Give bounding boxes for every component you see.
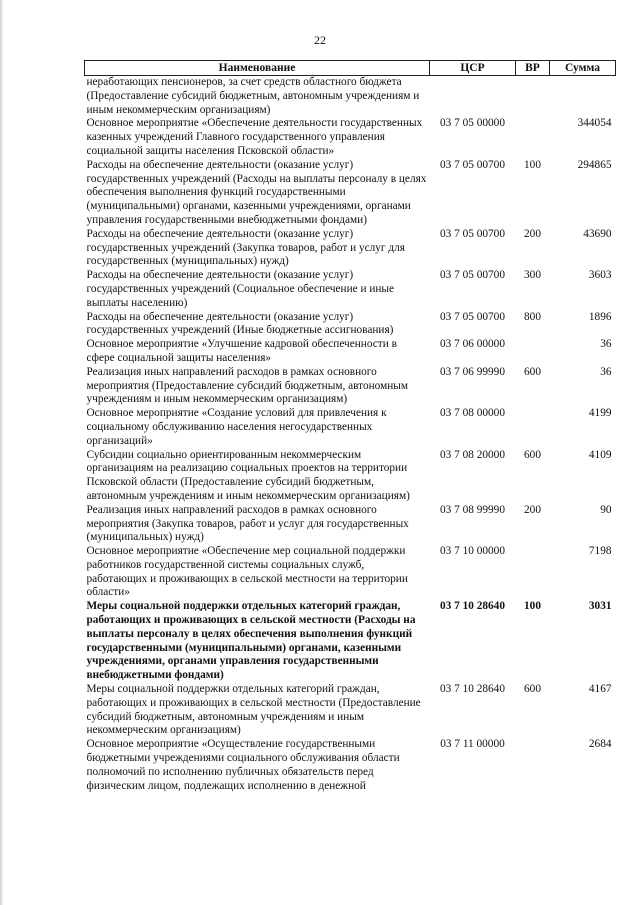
- cell-vr: [516, 76, 550, 118]
- cell-vr: 200: [524, 503, 541, 516]
- header-sum: Сумма: [550, 61, 616, 76]
- table-row: [85, 545, 616, 600]
- cell-sum: 3031: [588, 600, 612, 613]
- cell-name: Расходы на обеспечение деятельности (оказание услуг) государственных учреждений (Социальное обеспечение и иные выплаты населению): [86, 269, 395, 309]
- table-row: [85, 407, 616, 448]
- table-row: [85, 269, 616, 310]
- cell-vr: 200: [524, 227, 541, 240]
- header-name: Наименование: [85, 61, 430, 76]
- cell-name: Основное мероприятие «Обеспечение деятельности государственных казенных учреждений Главного государственного управления социальной защиты населения Псковской области»: [86, 117, 423, 157]
- cell-name: Основное мероприятие «Улучшение кадровой обеспеченности в сфере социальной защиты населения»: [86, 338, 397, 364]
- cell-sum: 36: [600, 365, 612, 378]
- cell-csr: 03 7 05 00700: [440, 158, 505, 171]
- cell-name: Основное мероприятие «Осуществление государственными бюджетными учреждениями социального обслуживания области полномочий по исполнению публичных обязательств перед физическим лицом, подлежащих исполнению в денежной: [86, 738, 400, 792]
- cell-name: Субсидии социально ориентированным некоммерческим организациям на реализацию социальных проектов на территории Псковской области (Предоставление субсидий бюджетным, автономным учреждениям и иным некоммерческим организациям): [86, 448, 410, 502]
- cell-vr: 600: [524, 448, 541, 461]
- cell-name: неработающих пенсионеров, за счет средств областного бюджета (Предоставление субсидий бюджетным, автономным учреждениям и иным некоммерческим организациям): [86, 76, 420, 116]
- table-row: [85, 159, 616, 228]
- table-row: [85, 228, 616, 269]
- cell-csr: 03 7 08 00000: [440, 407, 505, 420]
- table-row: [85, 449, 616, 504]
- cell-vr: [516, 545, 550, 600]
- cell-sum: 4199: [588, 407, 612, 420]
- cell-sum: 2684: [588, 738, 612, 751]
- cell-csr: 03 7 05 00700: [440, 269, 505, 282]
- cell-csr: 03 7 05 00700: [440, 227, 505, 240]
- cell-csr: 03 7 08 99990: [440, 503, 505, 516]
- cell-csr: 03 7 06 00000: [440, 338, 505, 351]
- cell-sum: 4109: [588, 448, 612, 461]
- cell-vr: [516, 117, 550, 158]
- table-row: [85, 600, 616, 683]
- cell-sum: 3603: [588, 269, 612, 282]
- cell-vr: 600: [524, 683, 541, 696]
- cell-csr: 03 7 11 00000: [440, 738, 505, 751]
- cell-csr: 03 7 06 99990: [440, 365, 505, 378]
- cell-sum: 90: [600, 503, 612, 516]
- cell-sum: 36: [600, 338, 612, 351]
- cell-sum: [550, 76, 616, 118]
- cell-vr: 300: [524, 269, 541, 282]
- cell-csr: 03 7 10 00000: [440, 545, 505, 558]
- budget-table: [84, 60, 616, 793]
- table-row: [85, 683, 616, 738]
- scan-edge: [0, 0, 3, 905]
- table-row: [85, 738, 616, 793]
- cell-vr: 100: [524, 158, 541, 171]
- cell-csr: [430, 76, 516, 118]
- cell-name: Расходы на обеспечение деятельности (оказание услуг) государственных учреждений (Иные бюджетные ассигнования): [86, 310, 394, 337]
- cell-name: Расходы на обеспечение деятельности (оказание услуг) государственных учреждений (Расходы на выплаты персоналу в целях обеспечения выполнения функций государственными (муниципальными) органами, казенными учреждениями, органами управления государственными внебюджетными фондами): [86, 158, 427, 226]
- cell-csr: 03 7 10 28640: [440, 683, 505, 696]
- header-csr: ЦСР: [430, 61, 516, 76]
- cell-vr: [516, 407, 550, 448]
- table-row: [85, 338, 616, 366]
- cell-vr: [516, 738, 550, 793]
- cell-vr: 100: [524, 600, 541, 613]
- cell-sum: 1896: [588, 310, 612, 323]
- cell-name: Расходы на обеспечение деятельности (оказание услуг) государственных учреждений (Закупка товаров, работ и услуг для государственных (муниципальных) нужд): [86, 227, 405, 268]
- header-vr: ВР: [516, 61, 550, 76]
- table-row: [85, 117, 616, 158]
- cell-name: Меры социальной поддержки отдельных категорий граждан, работающих и проживающих в сельской местности (Предоставление субсидий бюджетным, автономным учреждениям и иным некоммерческим организациям): [86, 683, 421, 737]
- cell-name: Реализация иных направлений расходов в рамках основного мероприятия (Закупка товаров, работ и услуг для государственных (муниципальных) нужд): [86, 503, 409, 544]
- cell-vr: 600: [524, 365, 541, 378]
- cell-name: Реализация иных направлений расходов в рамках основного мероприятия (Предоставление субсидий бюджетным, автономным учреждениям и иным некоммерческим организациям): [86, 365, 409, 406]
- cell-name: Основное мероприятие «Создание условий для привлечения к социальному обслуживанию населения негосударственных организаций»: [86, 407, 387, 447]
- cell-name: Меры социальной поддержки отдельных категорий граждан, работающих и проживающих в сельской местности (Расходы на выплаты персоналу в целях обеспечения выполнения функций государственными (муниципальными) органами, казенными учреждениями, органами управления государственными внебюджетными фондами): [86, 600, 416, 682]
- cell-sum: 43690: [583, 227, 612, 240]
- table-row: [85, 366, 616, 407]
- cell-sum: 7198: [588, 545, 612, 558]
- cell-csr: 03 7 05 00000: [440, 117, 505, 130]
- cell-csr: 03 7 10 28640: [440, 600, 505, 613]
- cell-sum: 344054: [577, 117, 612, 130]
- cell-vr: [516, 338, 550, 366]
- table-row: [85, 311, 616, 339]
- table-header-row: [85, 61, 616, 76]
- table-row: [85, 76, 616, 118]
- cell-name: Основное мероприятие «Обеспечение мер социальной поддержки работников государственной системы социальных служб, работающих и проживающих в сельской местности на территории области»: [86, 545, 408, 599]
- cell-csr: 03 7 08 20000: [440, 448, 505, 461]
- page-number: 22: [314, 33, 326, 47]
- cell-sum: 4167: [588, 683, 612, 696]
- cell-csr: 03 7 05 00700: [440, 310, 505, 323]
- cell-sum: 294865: [577, 158, 612, 171]
- table-row: [85, 504, 616, 545]
- cell-vr: 800: [524, 310, 541, 323]
